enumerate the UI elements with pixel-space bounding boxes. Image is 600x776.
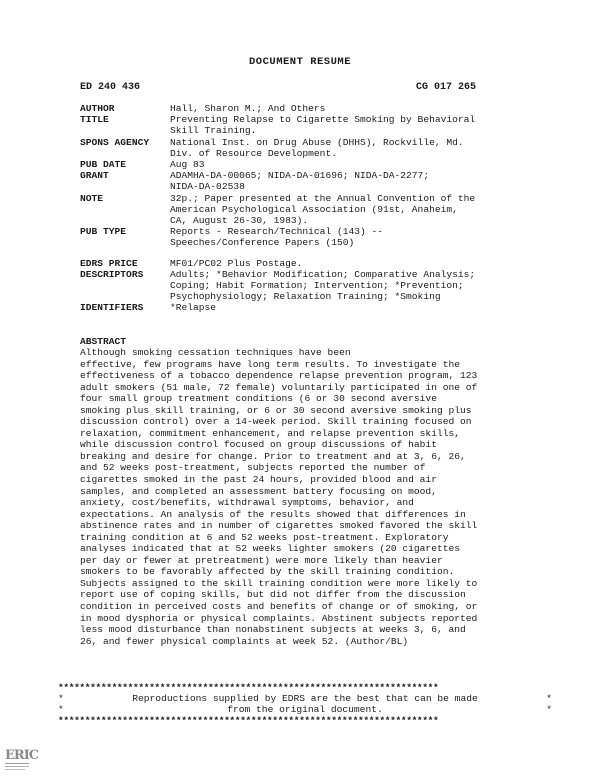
field-value: ADAMHA-DA-00065; NIDA-DA-01696; NIDA-DA-2277; NIDA-DA-02538 (170, 170, 430, 193)
ed-number: ED 240 436 (80, 82, 141, 93)
field-label: SPONS AGENCY (80, 136, 150, 148)
cg-number: CG 017 265 (416, 82, 477, 93)
spacer (80, 249, 550, 258)
star-mark: * (58, 693, 64, 704)
field-value: Preventing Relapse to Cigarette Smoking by Behavioral Skill Training. (170, 114, 476, 137)
field-value: 32p.; Paper presented at the Annual Convention of the American Psychological Association (91st, Anaheim, CA, August 26-30, 1983). (170, 192, 476, 227)
field-label: GRANT (80, 170, 109, 182)
notice-text-1: Reproductions supplied by EDRS are the best that can be made (132, 693, 478, 704)
field-label: AUTHOR (80, 103, 115, 114)
eric-logo (4, 744, 39, 772)
field-pub-type (80, 226, 550, 248)
star-mark: * (546, 693, 552, 704)
field-edrs-price (80, 258, 550, 269)
field-value: Adults; *Behavior Modification; Comparative Analysis; Coping; Habit Formation; Intervention; *Prevention; Psychophysiology; Relaxation Training; *Smoking (170, 268, 476, 303)
field-label: TITLE (80, 114, 109, 126)
field-value: Aug 83 (170, 159, 205, 171)
field-label: EDRS PRICE (80, 257, 138, 269)
bibliographic-fields (80, 103, 550, 314)
field-label: PUB TYPE (80, 226, 127, 238)
star-border-top: *********************************************************************** (58, 682, 439, 693)
field-descriptors (80, 269, 550, 303)
field-author (80, 103, 550, 114)
notice-text-2: from the original document. (227, 704, 383, 715)
svg-text:ERIC: ERIC (5, 748, 39, 763)
star-border-bottom: *********************************************************************** (58, 715, 439, 726)
field-grant (80, 170, 550, 192)
reproduction-notice (58, 682, 552, 726)
field-label: PUB DATE (80, 159, 127, 171)
field-label: IDENTIFIERS (80, 302, 144, 314)
field-spons-agency (80, 137, 550, 159)
field-value: Reports - Research/Technical (143) -- Speeches/Conference Papers (150) (170, 226, 384, 249)
field-label: DESCRIPTORS (80, 268, 144, 280)
document-title: DOCUMENT RESUME (248, 56, 351, 68)
notice-line-1 (58, 693, 552, 704)
field-value: *Relapse (170, 302, 217, 314)
field-pub-date (80, 159, 550, 170)
notice-line-2 (58, 704, 552, 715)
field-value: Hall, Sharon M.; And Others (170, 103, 326, 114)
field-value: MF01/PC02 Plus Postage. (170, 257, 303, 269)
field-label: NOTE (80, 192, 104, 204)
field-value: National Inst. on Drug Abuse (DHHS), Rockville, Md. Div. of Resource Development. (170, 136, 464, 159)
star-mark: * (58, 704, 64, 715)
abstract-text: Although smoking cessation techniques have been effective, few programs have long term results. To investigate the effectiveness of a tobacco dependence relapse prevention program, 123 adult smokers (51 male, 72 female) voluntarily participated in one of four small group treatment conditions (6 or 30 second aversive smoking plus skill training, or 6 or 30 second aversive smoking plus discussion control) over a 14-week period. Skill training focused on relaxation, commitment enhancement, and relapse prevention skills, while discussion control focused on group discussions of habit breaking and desire for change. Prior to treatment and at 3, 6, 26, and 52 weeks post-treatment, subjects reported the number of cigarettes smoked in the past 24 hours, provided blood and air samples, and completed an assessment battery focusing on mood, anxiety, cost/benefits, withdrawal symptoms, behavior, and expectations. An analysis of the results showed that differences in abstinence rates and in number of cigarettes smoked favored the skill training condition at 6 and 52 weeks post-treatment. Exploratory analyses indicated that at 52 weeks lighter smokers (20 cigarettes per day or fewer at pretreatment) were more likely than heavier smokers to be favorably affected by the skill training condition. Subjects assigned to the skill training condition were more likely to report use of coping skills, but did not differ from the discussion condition in perceived costs and benefits of change or of smoking, or in mood dysphoria or physical complaints. Abstinent subjects reported less mood disturbance than nonabstinent subjects at weeks 3, 6, and 26, and fewer physical complaints at week 52. (Author/BL) (80, 347, 478, 647)
star-mark: * (546, 704, 552, 715)
field-note (80, 193, 550, 227)
field-identifiers (80, 302, 550, 313)
abstract-heading: ABSTRACT (80, 336, 127, 347)
field-title (80, 114, 550, 136)
